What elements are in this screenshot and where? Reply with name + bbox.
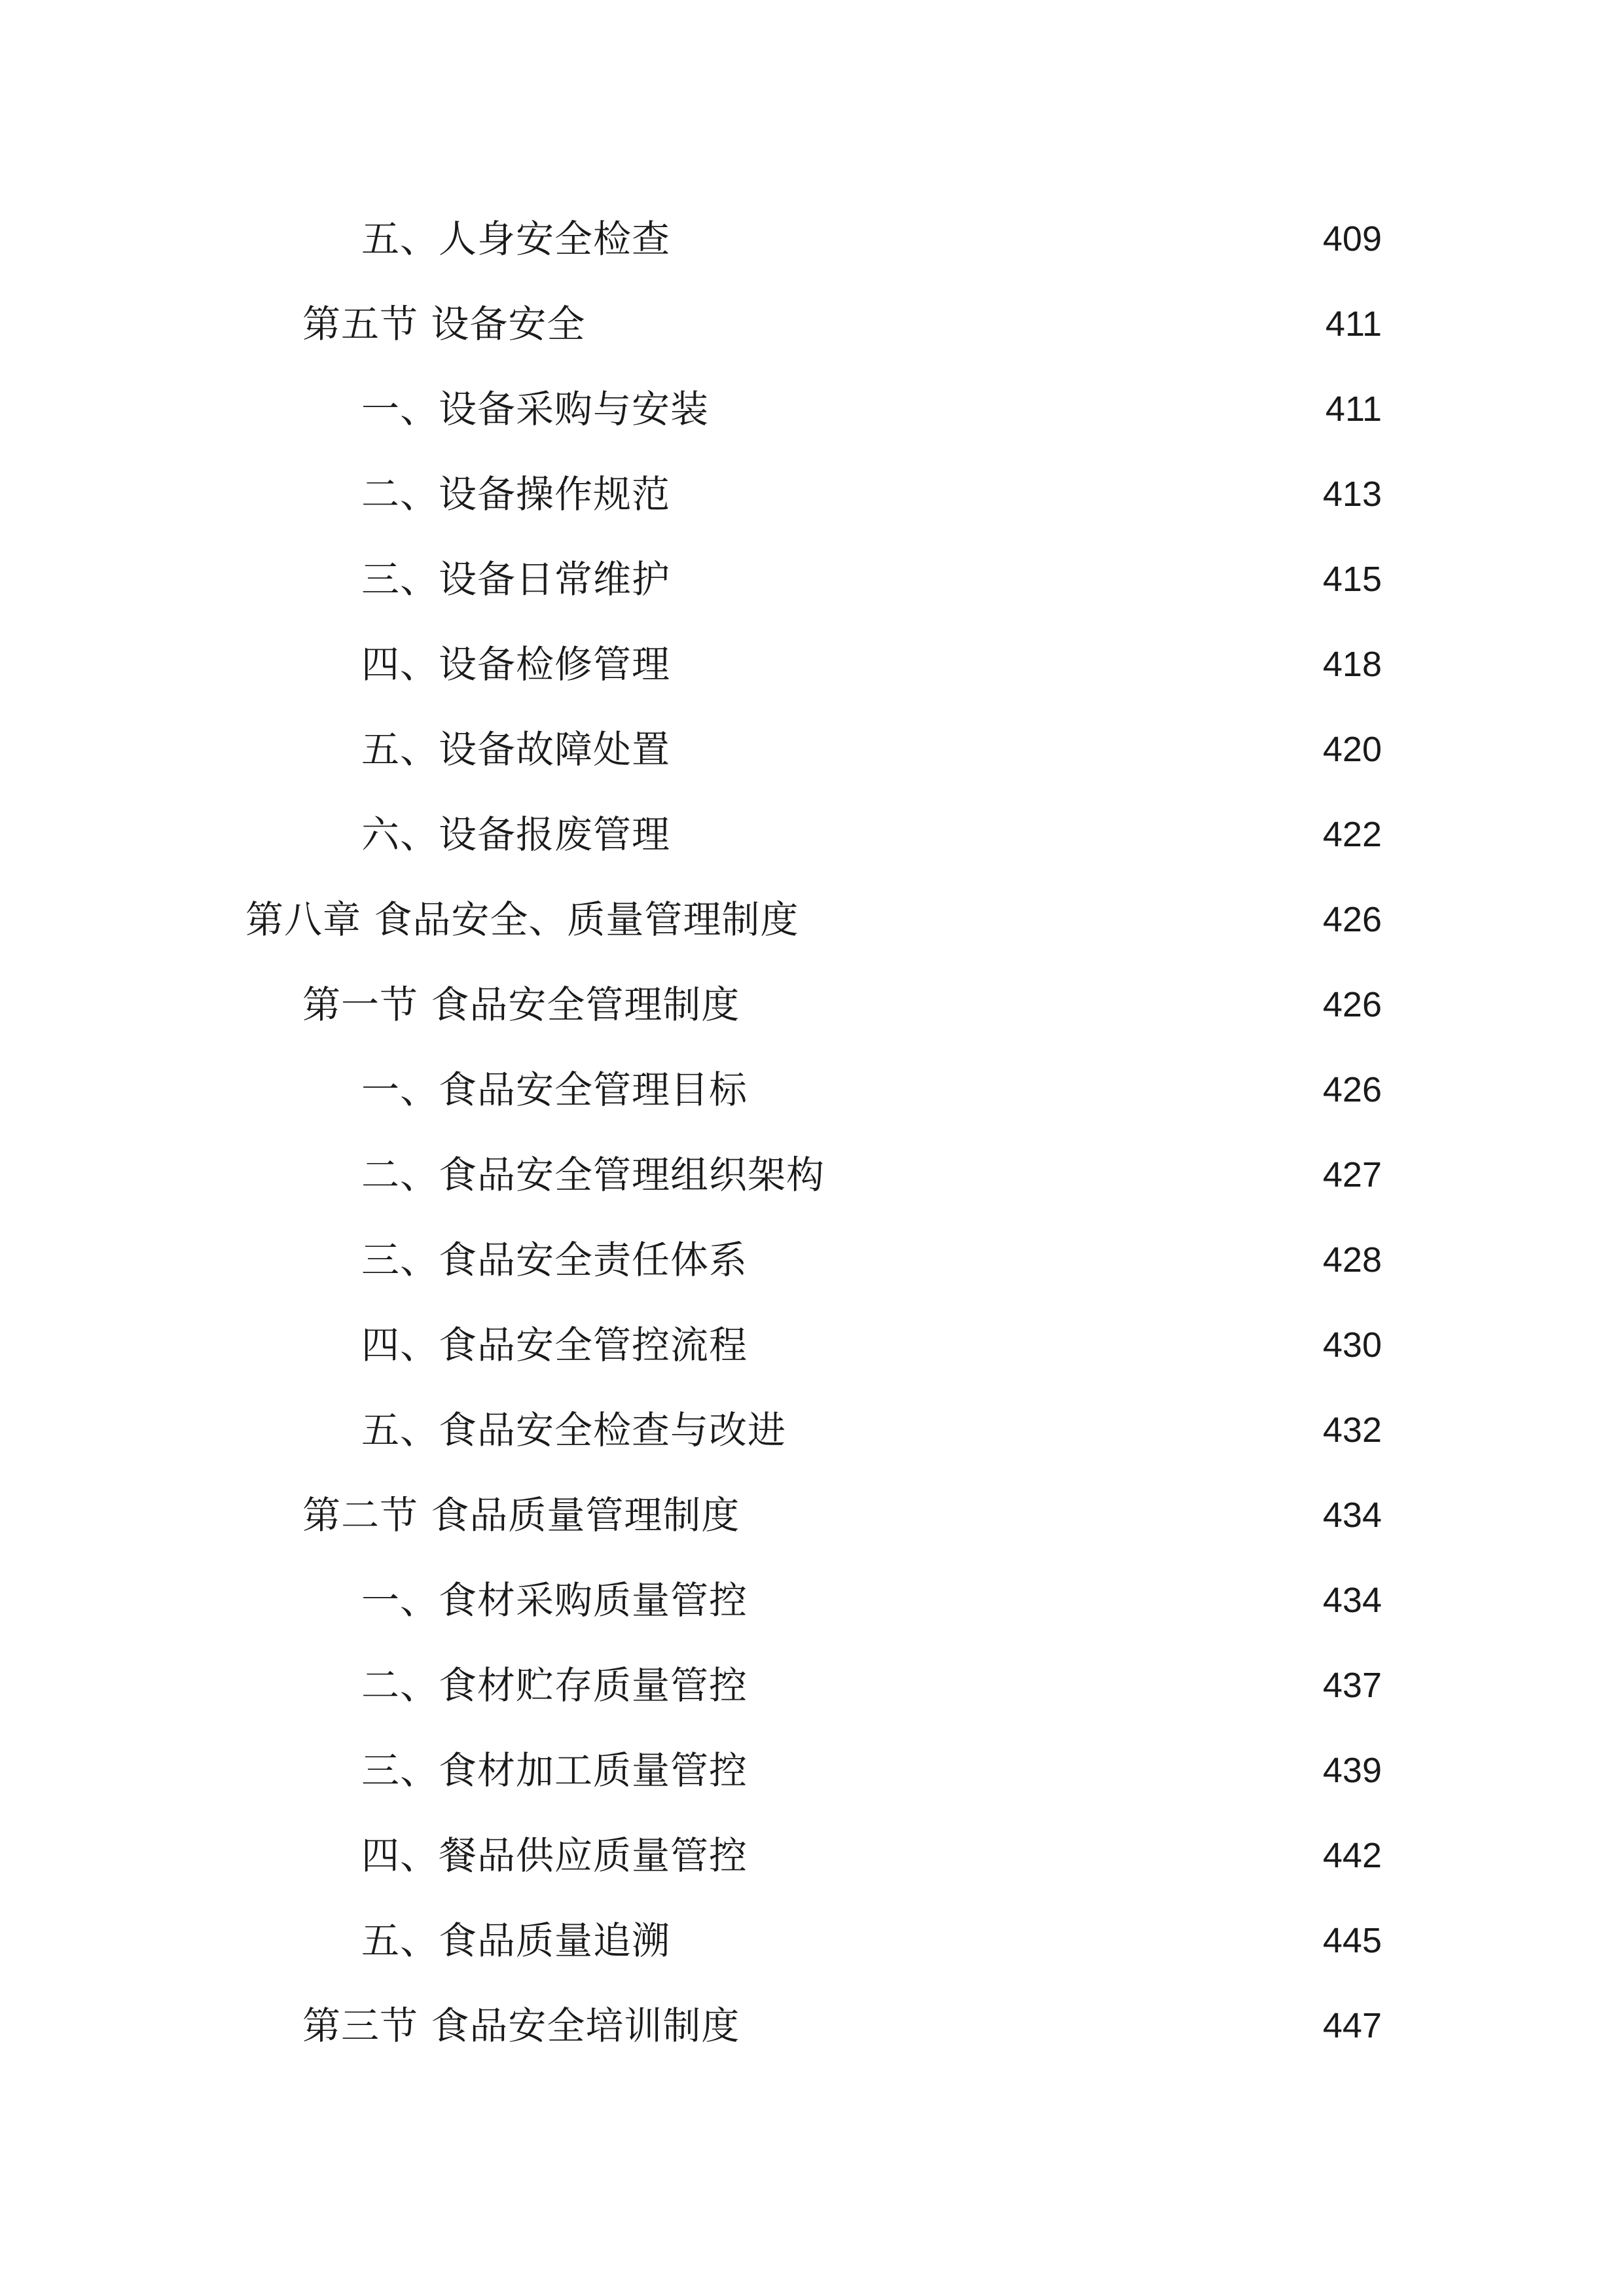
toc-entry[interactable] xyxy=(0,461,1624,527)
toc-entry-page: 409 xyxy=(1322,219,1382,259)
toc-entry[interactable] xyxy=(0,206,1624,272)
toc-entry-title: 三、设备日常维护 xyxy=(361,557,671,601)
toc-entry-title: 五、人身安全检查 xyxy=(361,217,671,261)
toc-entry-page: 445 xyxy=(1322,1921,1382,1960)
toc-entry[interactable] xyxy=(0,1568,1624,1633)
toc-entry-page: 420 xyxy=(1322,730,1382,769)
toc-entry-page: 422 xyxy=(1322,815,1382,854)
toc-entry[interactable] xyxy=(0,1993,1624,2058)
toc-entry[interactable] xyxy=(0,1823,1624,1888)
toc-entry-page: 413 xyxy=(1322,475,1382,514)
toc-entry-page: 439 xyxy=(1322,1751,1382,1790)
toc-entry-page: 426 xyxy=(1322,1070,1382,1109)
toc-entry-title: 四、食品安全管控流程 xyxy=(361,1323,748,1367)
toc-entry-page: 430 xyxy=(1322,1325,1382,1365)
toc-entry[interactable] xyxy=(0,1057,1624,1122)
toc-entry-page: 411 xyxy=(1325,304,1382,344)
toc-entry-title: 第八章 食品安全、质量管理制度 xyxy=(245,897,799,942)
toc-entry[interactable] xyxy=(0,972,1624,1037)
toc-entry-title: 一、食品安全管理目标 xyxy=(361,1067,748,1112)
toc-entry-page: 428 xyxy=(1322,1240,1382,1280)
toc-entry[interactable] xyxy=(0,1227,1624,1293)
toc-entry-title: 二、食品安全管理组织架构 xyxy=(361,1153,825,1197)
toc-chapter-entry[interactable] xyxy=(0,887,1624,952)
toc-entry[interactable] xyxy=(0,1653,1624,1718)
toc-entry-page: 447 xyxy=(1322,2006,1382,2045)
toc-entry-title: 第三节 食品安全培训制度 xyxy=(302,2003,740,2048)
toc-entry-title: 二、设备操作规范 xyxy=(361,472,671,516)
toc-entry[interactable] xyxy=(0,547,1624,612)
toc-entry[interactable] xyxy=(0,717,1624,782)
toc-entry-page: 432 xyxy=(1322,1410,1382,1450)
toc-entry-page: 434 xyxy=(1322,1581,1382,1620)
toc-entry-title: 一、食材采购质量管控 xyxy=(361,1578,748,1623)
toc-entry-title: 六、设备报废管理 xyxy=(361,812,671,857)
toc-entry-title: 第一节 食品安全管理制度 xyxy=(302,982,740,1027)
toc-entry-page: 442 xyxy=(1322,1836,1382,1875)
toc-entry-title: 五、设备故障处置 xyxy=(361,727,671,772)
toc-entry-title: 五、食品质量追溯 xyxy=(361,1918,671,1963)
toc-entry-title: 五、食品安全检查与改进 xyxy=(361,1408,787,1452)
toc-entry-title: 三、食材加工质量管控 xyxy=(361,1748,748,1793)
toc-entry-title: 四、餐品供应质量管控 xyxy=(361,1833,748,1878)
toc-entry[interactable] xyxy=(0,1908,1624,1973)
toc-entry[interactable] xyxy=(0,1482,1624,1548)
toc-entry-page: 434 xyxy=(1322,1496,1382,1535)
toc-entry-title: 第五节 设备安全 xyxy=(302,302,586,346)
toc-entry[interactable] xyxy=(0,802,1624,867)
toc-entry[interactable] xyxy=(0,376,1624,442)
toc-entry[interactable] xyxy=(0,632,1624,697)
toc-entry-page: 415 xyxy=(1322,560,1382,599)
toc-entry-page: 437 xyxy=(1322,1666,1382,1705)
toc-entry[interactable] xyxy=(0,1142,1624,1208)
toc-entry[interactable] xyxy=(0,291,1624,357)
toc-entry-page: 427 xyxy=(1322,1155,1382,1194)
toc-entry-page: 426 xyxy=(1322,985,1382,1024)
toc-entry-page: 418 xyxy=(1322,645,1382,684)
toc-entry-title: 一、设备采购与安装 xyxy=(361,387,710,431)
toc-entry[interactable] xyxy=(0,1397,1624,1463)
toc-entry-title: 二、食材贮存质量管控 xyxy=(361,1663,748,1708)
toc-entry-title: 第二节 食品质量管理制度 xyxy=(302,1493,740,1537)
toc-entry[interactable] xyxy=(0,1312,1624,1378)
toc-entry-title: 四、设备检修管理 xyxy=(361,642,671,687)
toc-entry-page: 426 xyxy=(1322,900,1382,939)
toc-entry-page: 411 xyxy=(1325,389,1382,429)
toc-entry[interactable] xyxy=(0,1738,1624,1803)
toc-entry-title: 三、食品安全责任体系 xyxy=(361,1238,748,1282)
